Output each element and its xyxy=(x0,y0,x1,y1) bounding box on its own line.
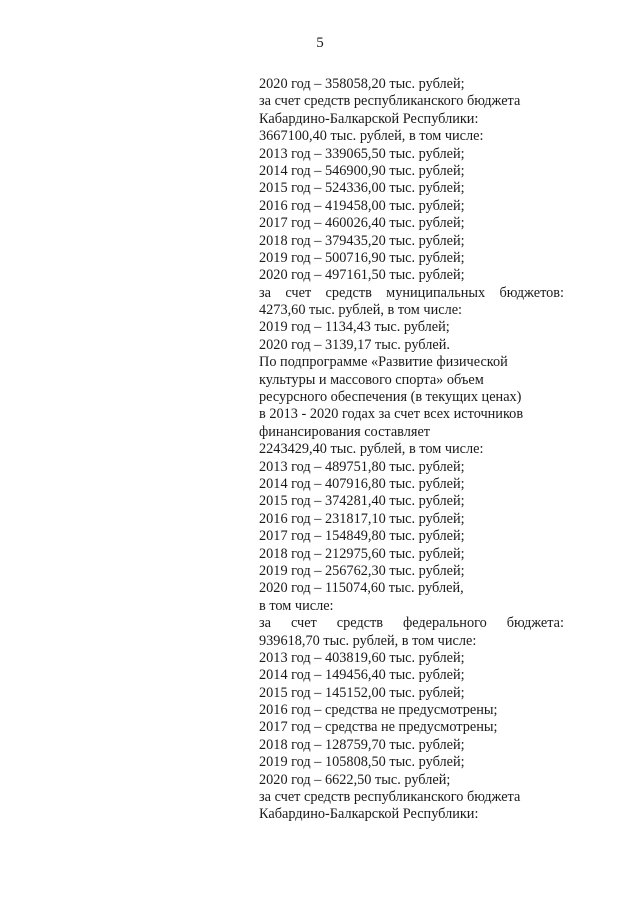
text-line: 2016 год – 419458,00 тыс. рублей; xyxy=(259,197,465,214)
text-line: ресурсного обеспечения (в текущих ценах) xyxy=(259,389,522,406)
text-line: По подпрограмме «Развитие физической xyxy=(259,354,508,371)
text-line: в 2013 - 2020 годах за счет всех источников xyxy=(259,406,524,423)
text-line: 4273,60 тыс. рублей, в том числе: xyxy=(259,302,463,319)
text-line: в том числе: xyxy=(259,597,334,614)
text-line: 2019 год – 500716,90 тыс. рублей; xyxy=(259,249,465,266)
text-line: 2014 год – 149456,40 тыс. рублей; xyxy=(259,667,465,684)
text-line: 939618,70 тыс. рублей, в том числе: xyxy=(259,632,477,649)
text-line: 2013 год – 489751,80 тыс. рублей; xyxy=(259,458,465,475)
text-line: 2018 год – 379435,20 тыс. рублей; xyxy=(259,232,465,249)
text-line: 2018 год – 212975,60 тыс. рублей; xyxy=(259,545,465,562)
text-line: 2020 год – 115074,60 тыс. рублей, xyxy=(259,580,464,597)
text-line: 2017 год – средства не предусмотрены; xyxy=(259,719,498,736)
text-line: за счет средств республиканского бюджета xyxy=(259,93,521,110)
text-line: 2014 год – 546900,90 тыс. рублей; xyxy=(259,162,465,179)
text-line: 2015 год – 374281,40 тыс. рублей; xyxy=(259,493,465,510)
text-line: 2013 год – 403819,60 тыс. рублей; xyxy=(259,649,465,666)
text-line: Кабардино-Балкарской Республики: xyxy=(259,110,479,127)
text-line: 2020 год – 6622,50 тыс. рублей; xyxy=(259,771,451,788)
text-line: 2013 год – 339065,50 тыс. рублей; xyxy=(259,145,465,162)
text-line: 2020 год – 3139,17 тыс. рублей. xyxy=(259,336,450,353)
text-line: финансирования составляет xyxy=(259,423,431,440)
text-line: 2017 год – 460026,40 тыс. рублей; xyxy=(259,215,465,232)
page-number: 5 xyxy=(316,35,324,51)
text-line: 2019 год – 105808,50 тыс. рублей; xyxy=(259,754,465,771)
text-line: 2019 год – 1134,43 тыс. рублей; xyxy=(259,319,450,336)
document-body xyxy=(259,76,564,824)
text-line: 2015 год – 524336,00 тыс. рублей; xyxy=(259,180,465,197)
text-line: 2018 год – 128759,70 тыс. рублей; xyxy=(259,736,465,753)
text-line: 2014 год – 407916,80 тыс. рублей; xyxy=(259,475,465,492)
text-line: 2019 год – 256762,30 тыс. рублей; xyxy=(259,562,465,579)
text-line: 2020 год – 358058,20 тыс. рублей; xyxy=(259,76,465,92)
text-line: за счет средств республиканского бюджета xyxy=(259,789,521,806)
text-line: за счет средств федерального бюджета: xyxy=(259,615,564,632)
text-line: 2243429,40 тыс. рублей, в том числе: xyxy=(259,441,484,458)
text-line: за счет средств муниципальных бюджетов: xyxy=(259,284,564,301)
text-line: 2016 год – 231817,10 тыс. рублей; xyxy=(259,510,465,527)
text-line: 2017 год – 154849,80 тыс. рублей; xyxy=(259,528,465,545)
text-line: культуры и массового спорта» объем xyxy=(259,371,484,388)
text-line: 2015 год – 145152,00 тыс. рублей; xyxy=(259,684,465,701)
text-line: 2020 год – 497161,50 тыс. рублей; xyxy=(259,267,465,284)
text-line: Кабардино-Балкарской Республики: xyxy=(259,806,479,823)
text-line: 2016 год – средства не предусмотрены; xyxy=(259,702,498,719)
text-line: 3667100,40 тыс. рублей, в том числе: xyxy=(259,128,484,145)
